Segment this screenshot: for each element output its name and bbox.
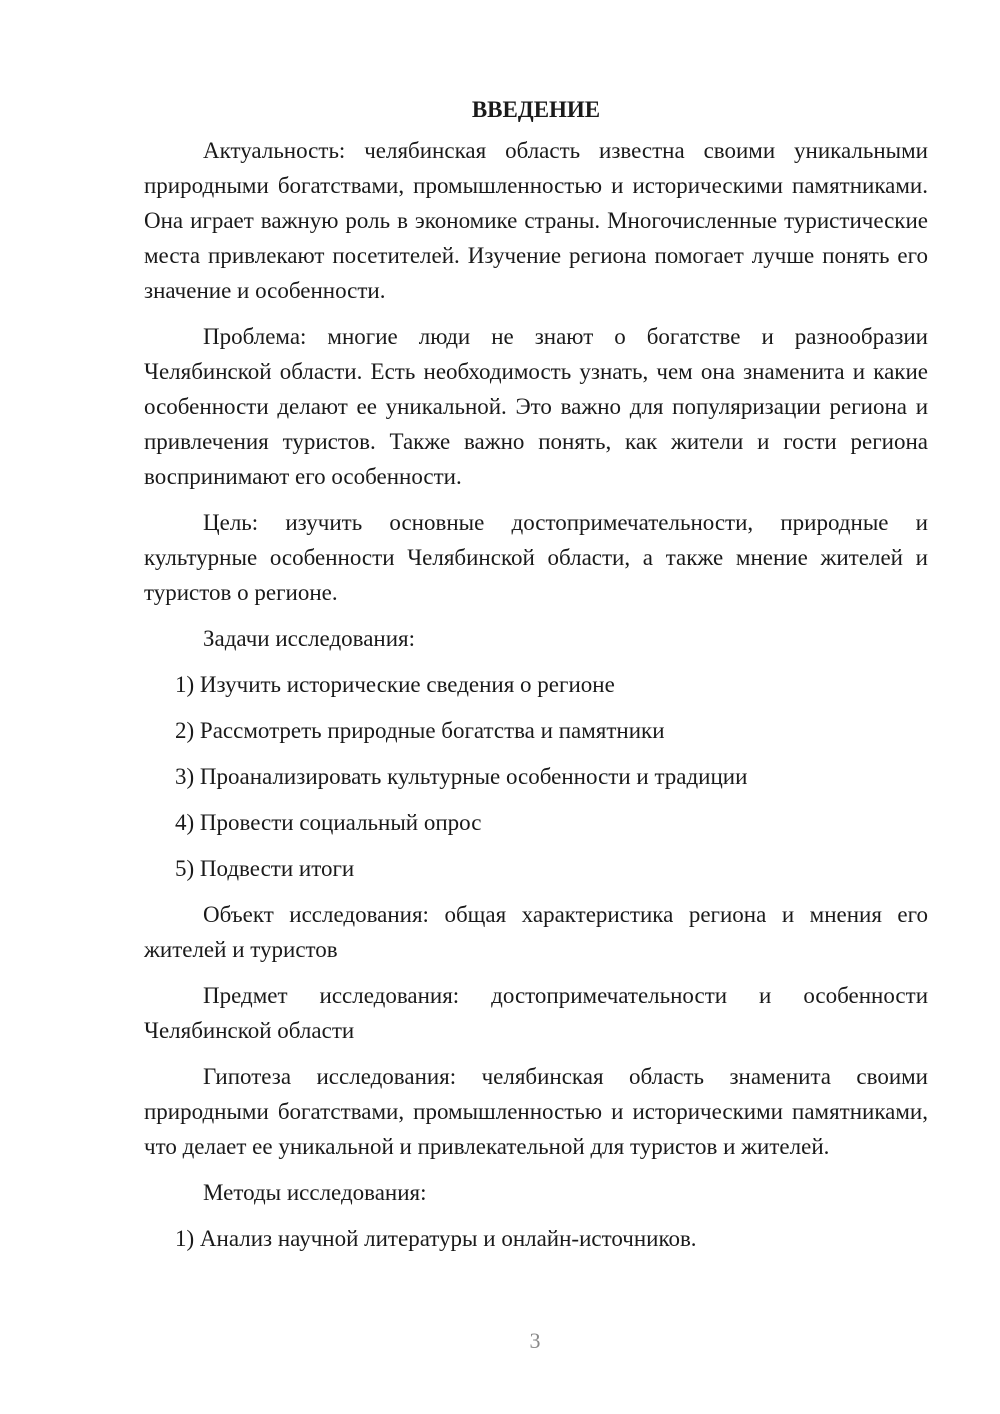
document-page — [144, 92, 928, 1267]
relevance-paragraph: Актуальность: челябинская область известна своими уникальными природными богатствами, промышленностью и историческими памятниками. Она играет важную роль в экономике страны. Многочисленные туристические места привлекают посетителей. Изучение региона помогает лучше понять его значение и особенности. — [144, 138, 928, 303]
list-item: 1) Изучить исторические сведения о регионе — [175, 672, 615, 697]
methods-list — [144, 1221, 928, 1256]
hypothesis-paragraph: Гипотеза исследования: челябинская область знаменита своими природными богатствами, промышленностью и историческими памятниками, что делает ее уникальной и привлекательной для туристов и жителей. — [144, 1064, 928, 1159]
list-item: 4) Провести социальный опрос — [175, 810, 482, 835]
page-number: 3 — [529, 1328, 541, 1353]
list-item: 1) Анализ научной литературы и онлайн-источников. — [175, 1226, 697, 1251]
list-item: 2) Рассмотреть природные богатства и памятники — [175, 718, 665, 743]
methods-title: Методы исследования: — [203, 1180, 427, 1205]
section-heading: ВВЕДЕНИЕ — [471, 97, 601, 122]
subject-paragraph: Предмет исследования: достопримечательности и особенности Челябинской области — [144, 983, 928, 1043]
list-item: 5) Подвести итоги — [175, 856, 355, 881]
tasks-list — [144, 667, 928, 886]
list-item: 3) Проанализировать культурные особенности и традиции — [175, 764, 748, 789]
object-paragraph: Объект исследования: общая характеристика региона и мнения его жителей и туристов — [144, 902, 928, 962]
goal-paragraph: Цель: изучить основные достопримечательности, природные и культурные особенности Челябинской области, а также мнение жителей и туристов о регионе. — [144, 510, 928, 605]
tasks-title: Задачи исследования: — [203, 626, 416, 651]
problem-paragraph: Проблема: многие люди не знают о богатстве и разнообразии Челябинской области. Есть необходимость узнать, чем она знаменита и какие особенности делают ее уникальной. Это важно для популяризации региона и привлечения туристов. Также важно понять, как жители и гости региона воспринимают его особенности. — [144, 324, 928, 489]
